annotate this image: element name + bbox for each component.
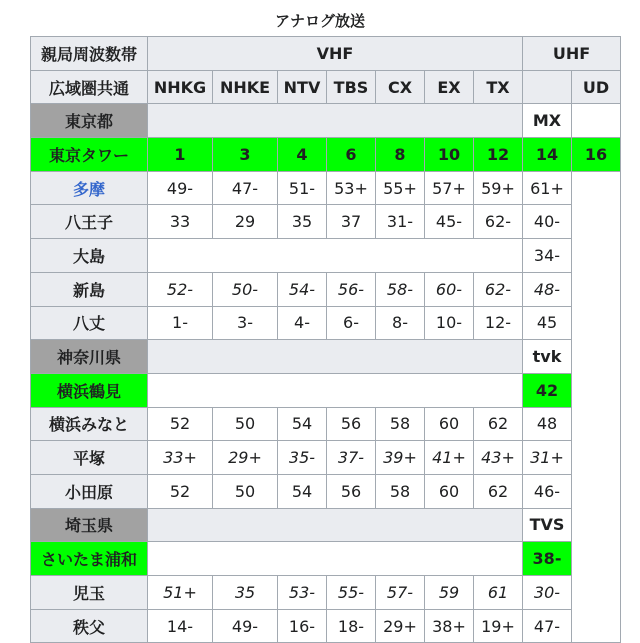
relay-station-label: 大島 <box>31 239 148 273</box>
prefecture-blank <box>148 508 523 542</box>
prefecture-label: 埼玉県 <box>31 508 148 542</box>
relay-channel: 35- <box>278 441 327 475</box>
relay-channel: 19+ <box>474 609 523 643</box>
broadcaster-name: TX <box>474 70 523 104</box>
broadcaster-name: NTV <box>278 70 327 104</box>
local-station-name: MX <box>523 104 572 138</box>
relay-local-channel: 46- <box>523 474 572 508</box>
prefecture-label: 東京都 <box>31 104 148 138</box>
relay-channel: 58 <box>376 407 425 441</box>
relay-channel: 54 <box>278 407 327 441</box>
tower-channel: 14 <box>523 138 572 172</box>
relay-station-label: 秩父 <box>31 609 148 643</box>
broadcaster-name: TBS <box>327 70 376 104</box>
relay-channel: 56- <box>327 272 376 306</box>
relay-channel: 29 <box>213 205 278 239</box>
relay-channel: 55- <box>327 576 376 610</box>
relay-channel: 57+ <box>425 171 474 205</box>
relay-channel: 54- <box>278 272 327 306</box>
relay-channel: 43+ <box>474 441 523 475</box>
relay-channel: 50- <box>213 272 278 306</box>
tower-label: 横浜鶴見 <box>31 373 148 407</box>
relay-channel: 29+ <box>213 441 278 475</box>
relay-channel: 62 <box>474 407 523 441</box>
table-caption: アナログ放送 <box>274 12 365 30</box>
relay-channel: 62- <box>474 272 523 306</box>
broadcaster-name: NHKE <box>213 70 278 104</box>
relay-channel: 56 <box>327 407 376 441</box>
relay-channel: 50 <box>213 474 278 508</box>
relay-channel: 1- <box>148 306 213 340</box>
tower-channel: 8 <box>376 138 425 172</box>
tower-channel: 1 <box>148 138 213 172</box>
relay-channel: 52 <box>148 407 213 441</box>
broadcaster-name: UD <box>572 70 621 104</box>
relay-channel: 18- <box>327 609 376 643</box>
tower-channel: 42 <box>523 373 572 407</box>
relay-blank <box>148 239 523 273</box>
relay-local-channel: 48- <box>523 272 572 306</box>
relay-channel: 49- <box>213 609 278 643</box>
prefecture-label: 神奈川県 <box>31 340 148 374</box>
broadcaster-name <box>523 70 572 104</box>
relay-channel: 10- <box>425 306 474 340</box>
relay-local-channel: 48 <box>523 407 572 441</box>
relay-channel: 60 <box>425 474 474 508</box>
relay-channel: 16- <box>278 609 327 643</box>
relay-channel: 51+ <box>148 576 213 610</box>
relay-channel: 41+ <box>425 441 474 475</box>
relay-channel: 60- <box>425 272 474 306</box>
relay-row <box>31 441 621 475</box>
corner-header: 親局周波数帯 <box>31 37 148 71</box>
tower-channel: 6 <box>327 138 376 172</box>
relay-channel: 45- <box>425 205 474 239</box>
relay-row <box>31 609 621 643</box>
relay-channel: 39+ <box>376 441 425 475</box>
local-station-name: TVS <box>523 508 572 542</box>
relay-channel: 35 <box>278 205 327 239</box>
relay-channel: 52- <box>148 272 213 306</box>
tower-channel: 4 <box>278 138 327 172</box>
relay-channel: 47- <box>213 171 278 205</box>
relay-channel: 37- <box>327 441 376 475</box>
relay-channel: 62- <box>474 205 523 239</box>
relay-station-label: 新島 <box>31 272 148 306</box>
relay-channel: 60 <box>425 407 474 441</box>
relay-channel: 6- <box>327 306 376 340</box>
tower-channel: 10 <box>425 138 474 172</box>
relay-channel: 62 <box>474 474 523 508</box>
tower-channel: 3 <box>213 138 278 172</box>
broadcaster-name: EX <box>425 70 474 104</box>
relay-channel: 50 <box>213 407 278 441</box>
tower-blank <box>148 373 523 407</box>
tower-channel: 12 <box>474 138 523 172</box>
relay-channel: 56 <box>327 474 376 508</box>
prefecture-row <box>31 340 621 374</box>
relay-row <box>31 205 621 239</box>
relay-channel: 61 <box>474 576 523 610</box>
tower-row <box>31 542 621 576</box>
relay-row <box>31 306 621 340</box>
ud-column-blank <box>572 171 621 643</box>
broadcaster-name: CX <box>376 70 425 104</box>
tower-row <box>31 138 621 172</box>
tower-label: 東京タワー <box>31 138 148 172</box>
relay-channel: 51- <box>278 171 327 205</box>
relay-channel: 12- <box>474 306 523 340</box>
relay-channel: 49- <box>148 171 213 205</box>
uhf-header: UHF <box>523 37 621 71</box>
prefecture-blank <box>148 340 523 374</box>
relay-row <box>31 576 621 610</box>
relay-channel: 53- <box>278 576 327 610</box>
relay-channel: 59 <box>425 576 474 610</box>
relay-local-channel: 40- <box>523 205 572 239</box>
relay-channel: 33+ <box>148 441 213 475</box>
relay-channel: 4- <box>278 306 327 340</box>
relay-row <box>31 171 621 205</box>
relay-channel: 14- <box>148 609 213 643</box>
tower-channel: 16 <box>572 138 621 172</box>
header-row <box>31 37 621 71</box>
prefecture-blank <box>148 104 523 138</box>
vhf-header: VHF <box>148 37 523 71</box>
ud-column-blank <box>572 104 621 138</box>
relay-channel: 55+ <box>376 171 425 205</box>
relay-channel: 53+ <box>327 171 376 205</box>
relay-row <box>31 474 621 508</box>
relay-channel: 37 <box>327 205 376 239</box>
relay-station-label: 児玉 <box>31 576 148 610</box>
relay-channel: 38+ <box>425 609 474 643</box>
relay-row <box>31 272 621 306</box>
broadcaster-row <box>31 70 621 104</box>
relay-local-channel: 34- <box>523 239 572 273</box>
relay-station-label: 八丈 <box>31 306 148 340</box>
local-station-name: tvk <box>523 340 572 374</box>
relay-channel: 57- <box>376 576 425 610</box>
relay-station-label[interactable]: 多摩 <box>31 171 148 205</box>
relay-channel: 35 <box>213 576 278 610</box>
relay-channel: 59+ <box>474 171 523 205</box>
analog-channel-table <box>30 36 621 643</box>
relay-station-label: 横浜みなと <box>31 407 148 441</box>
tower-row <box>31 373 621 407</box>
broadcaster-name: NHKG <box>148 70 213 104</box>
tower-blank <box>148 542 523 576</box>
relay-local-channel: 45 <box>523 306 572 340</box>
relay-channel: 33 <box>148 205 213 239</box>
relay-station-label: 小田原 <box>31 474 148 508</box>
relay-row <box>31 239 621 273</box>
relay-local-channel: 61+ <box>523 171 572 205</box>
relay-row <box>31 407 621 441</box>
relay-station-label: 平塚 <box>31 441 148 475</box>
relay-channel: 58 <box>376 474 425 508</box>
broadcaster-row-label: 広域圏共通 <box>31 70 148 104</box>
relay-channel: 31- <box>376 205 425 239</box>
relay-station-label: 八王子 <box>31 205 148 239</box>
relay-channel: 8- <box>376 306 425 340</box>
tower-label: さいたま浦和 <box>31 542 148 576</box>
relay-channel: 29+ <box>376 609 425 643</box>
relay-local-channel: 31+ <box>523 441 572 475</box>
relay-channel: 3- <box>213 306 278 340</box>
relay-local-channel: 47- <box>523 609 572 643</box>
relay-channel: 52 <box>148 474 213 508</box>
prefecture-row <box>31 508 621 542</box>
relay-channel: 58- <box>376 272 425 306</box>
relay-channel: 54 <box>278 474 327 508</box>
relay-local-channel: 30- <box>523 576 572 610</box>
prefecture-row <box>31 104 621 138</box>
tower-channel: 38- <box>523 542 572 576</box>
